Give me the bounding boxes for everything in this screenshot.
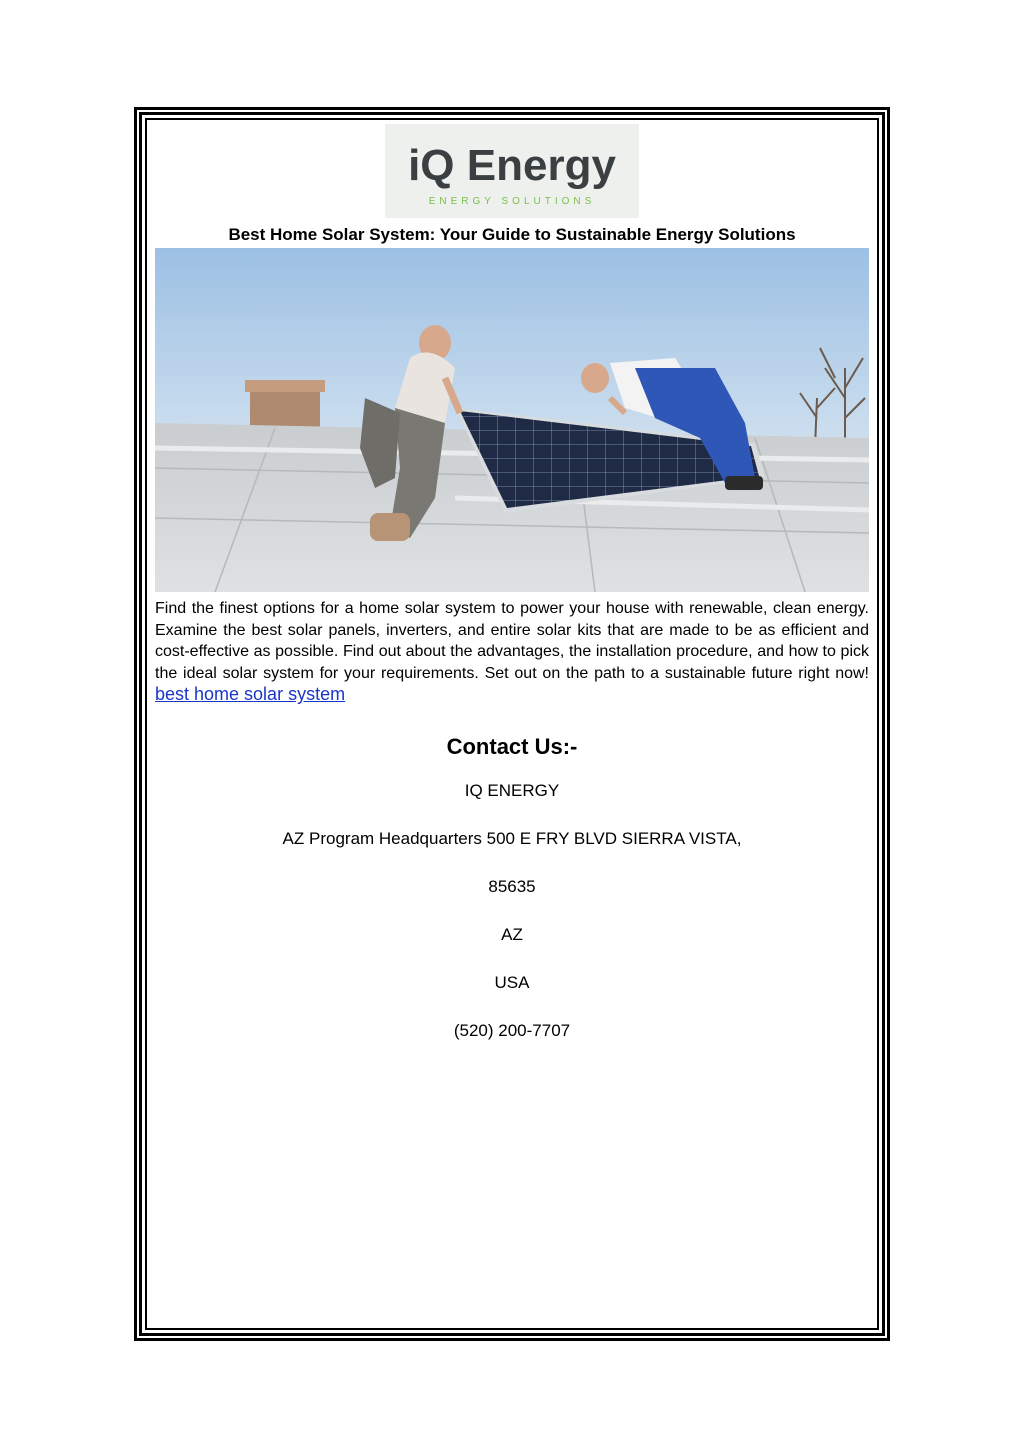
best-home-solar-system-link[interactable]: best home solar system (155, 684, 346, 705)
contact-country: USA (494, 972, 530, 992)
svg-text:ENERGY SOLUTIONS: ENERGY SOLUTIONS (428, 196, 596, 207)
iq-energy-logo (385, 124, 639, 218)
solar-installation-photo (155, 248, 869, 592)
intro-paragraph (155, 598, 869, 707)
contact-heading: Contact Us:- (446, 733, 578, 759)
contact-address: AZ Program Headquarters 500 E FRY BLVD SIERRA VISTA, (282, 828, 742, 848)
contact-state: AZ (501, 924, 523, 944)
svg-text:iQ Energy: iQ Energy (408, 141, 616, 190)
intro-text: Find the finest options for a home solar system to power your house with renewable, clean energy. Examine the best solar panels, inverters, and entire solar kits that are made to be as efficient and cost-effective as possible. Find out about the advantages, the installation procedure, and how to pick the ideal solar system for your requirements. Set out on the path to a sustainable future right now! (155, 600, 869, 682)
document-title: Best Home Solar System: Your Guide to Sustainable Energy Solutions (228, 225, 796, 244)
contact-company: IQ ENERGY (464, 780, 560, 800)
contact-phone: (520) 200-7707 (453, 1020, 571, 1040)
document-content (155, 124, 869, 1042)
contact-zip: 85635 (488, 876, 536, 896)
